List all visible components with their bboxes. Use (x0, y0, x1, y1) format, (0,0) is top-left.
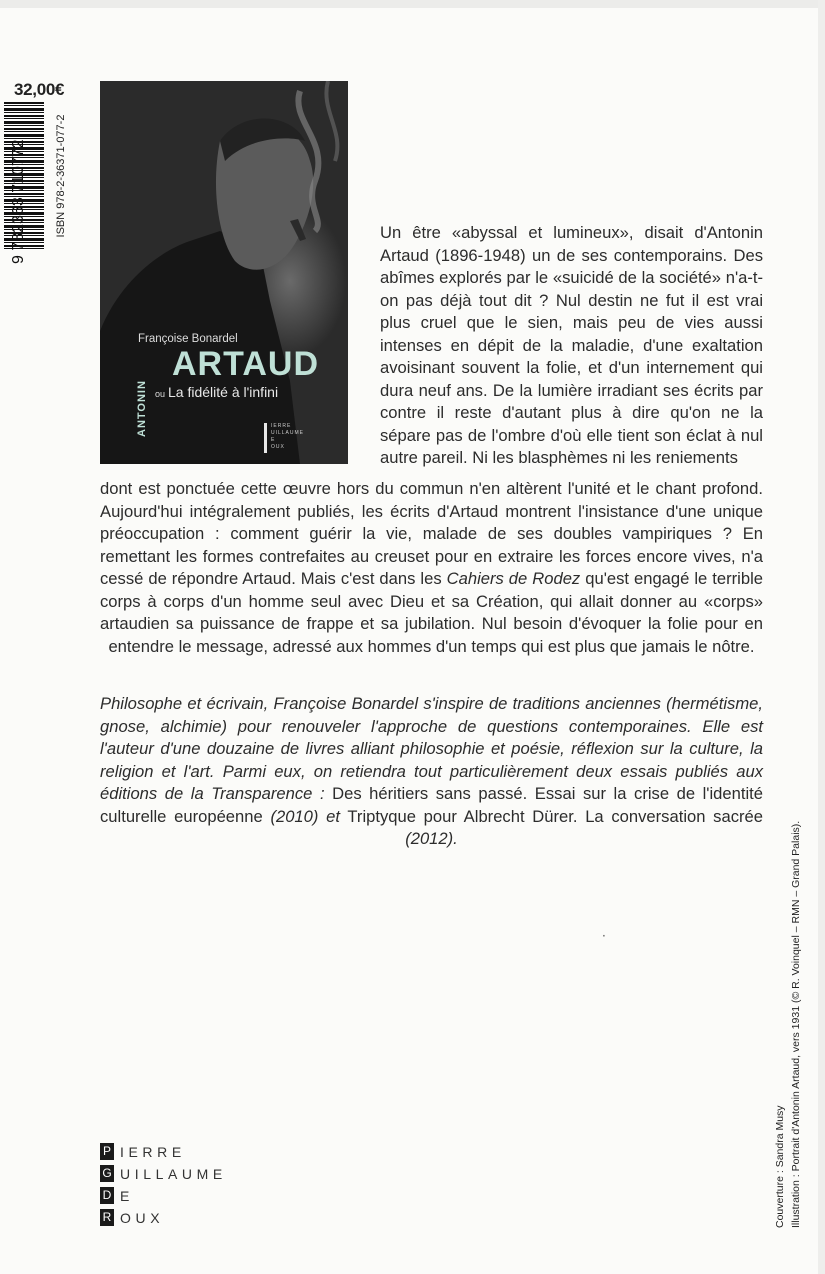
print-speck: · (602, 929, 606, 943)
price-label: 32,00€ (14, 80, 65, 99)
publisher-logo-row: G UILLAUME (100, 1165, 300, 1183)
cover-author: Françoise Bonardel (138, 333, 238, 345)
isbn-number: ISBN 978-2-36371-077-2 (55, 114, 67, 238)
blurb-paragraph-part2: dont est ponctuée cette œuvre hors du commun n'en altèrent l'unité et le chant profond. Aujourd'hui intégralement publiés, les écrits d'Artaud montrent l'insistance d'une unique préoccupation : comment guérir la vie, malade de ses doubles vampiriques ? En remettant les formes contrefaites au creuset pour en extraire les forces encore vives, n'a cessé de répondre Artaud. Mais c'est dans les Cahiers de Rodez qu'est engagé le terrible corps à corps d'un homme seul avec Dieu et sa Création, qui allait donner au «corps» artaudien sa puissance de frappe et sa jubilation. Nul besoin d'évoquer la folie pour en entendre le message, adressé aux hommes d'un temps qui est plus que jamais le nôtre. (100, 479, 763, 656)
book-title-cahiers: Cahiers de Rodez (446, 569, 581, 588)
cover-title: ARTAUD (172, 345, 320, 383)
cover-logo-line: E (271, 437, 276, 443)
cover-logo-line: OUX (271, 444, 285, 450)
barcode: 9 782363 710772 (4, 102, 72, 262)
cover-credit: Couverture : Sandra Musy (774, 1105, 786, 1228)
publisher-logo-row: D E (100, 1187, 300, 1205)
cover-logo-line: IERRE (271, 423, 292, 429)
book-title-triptyque: Triptyque pour Albrecht Dürer. La conversation sacrée (339, 806, 763, 826)
illustration-credit: Illustration : Portrait d'Antonin Artaud, vers 1931 (© R. Voinquel – RMN – Grand Palais). (790, 820, 802, 1228)
cover-connector: ou (155, 389, 166, 399)
cover-thumbnail (100, 81, 348, 464)
blurb-paragraph-part1: Un être «abyssal et lumineux», disait d'Antonin Artaud (1896-1948) un de ses contemporains. Des abîmes explorés par le «suicidé de la société» n'a-t-on pas déjà tout dit ? Nul destin ne fut il est vrai plus cruel que le sien, mais peu de vies aussi intenses en dépit de la maladie, d'une exaltation avoisinant souvent la folie, et d'un internement qui dura neuf ans. De la lumière irradiant ses écrits par contre il reste d'autant plus à dire qu'on ne la sépare pas de l'ombre d'où elle tient son éclat à nul autre pareil. Ni les blasphèmes ni les reniements (380, 223, 763, 467)
page-right-edge (818, 0, 825, 1274)
publisher-logo-row: R OUX (100, 1209, 300, 1227)
page-top-edge (0, 0, 825, 8)
image-credits (772, 800, 816, 1230)
author-bio: Philosophe et écrivain, Françoise Bonardel s'inspire de traditions anciennes (hermétisme, gnose, alchimie) pour renouveler l'approche de questions contemporaines. Elle est l'auteur d'une douzaine de livres alliant philosophie et poésie, réflexion sur la culture, la religion et l'art. Parmi eux, on retiendra tout particulièrement deux essais publiés aux éditions de la Transparence : Des héritiers sans passé. Essai sur la crise de l'identité culturelle européenne (2010) et Triptyque pour Albrecht Dürer. La conversation sacrée (2012). (100, 694, 763, 848)
cover-logo-bar (264, 423, 267, 453)
cover-subtitle: La fidélité à l'infini (168, 384, 279, 400)
cover-publisher-logo (264, 423, 304, 453)
book-title-heritiers: Des héritiers sans passé. Essai sur la crise de l'identité culturelle européenne (100, 784, 763, 826)
cover-first-name: ANTONIN (136, 380, 148, 437)
publisher-logo-row: P IERRE (100, 1143, 300, 1161)
cover-logo-line: UILLAUME (271, 430, 305, 436)
